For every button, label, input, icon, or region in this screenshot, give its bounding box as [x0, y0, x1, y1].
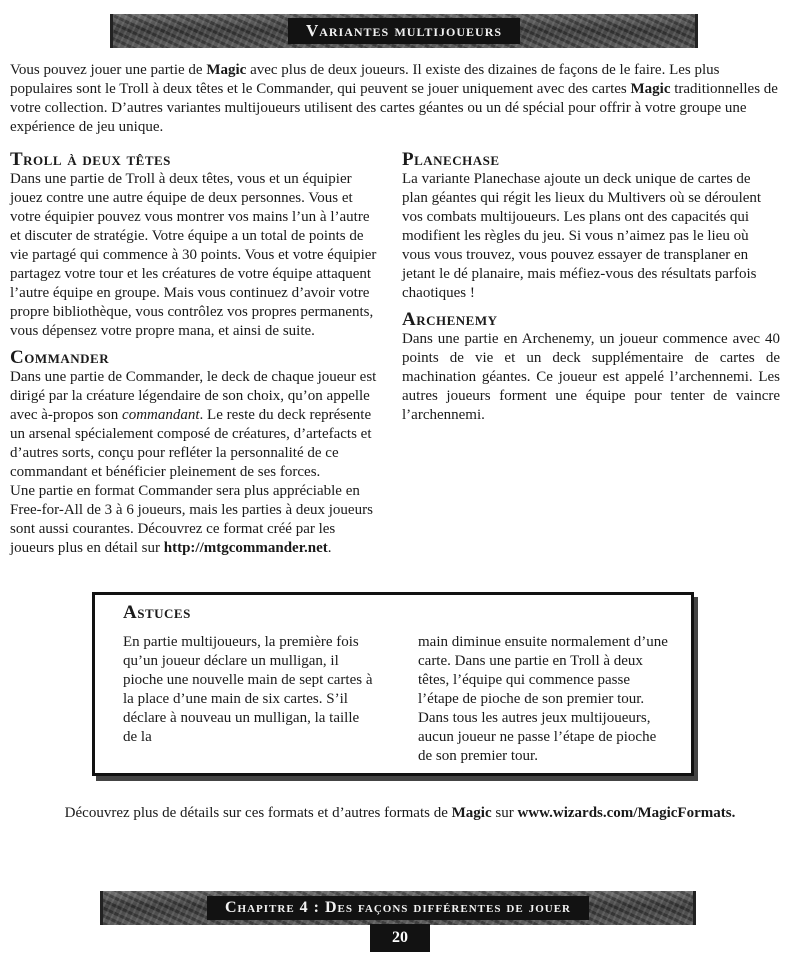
tips-heading: Astuces [123, 602, 191, 623]
commander-text-2b: . [327, 540, 332, 556]
section-banner [110, 14, 698, 48]
archenemy-body: Dans une partie en Archenemy, un joueur commence avec 40 points de vie et un deck supplémentaire de cartes de machination géantes. Ce joueur est appelé l’archennemi. Les autres joueurs forment une équipe pour tenter de vaincre l’archennemi. [402, 331, 780, 423]
chapter-title: Chapitre 4 : Des façons différentes de jouer [207, 896, 589, 920]
left-column [10, 150, 382, 565]
commander-body-2 [10, 482, 382, 558]
intro-magic-1: Magic [206, 62, 247, 78]
commander-text-2a: Une partie en format Commander sera plus appréciable en Free-for-All de 3 à 6 joueurs, mais les parties à deux joueurs sont aussi courantes. Découvrez ce format créé par les joueurs plus en détail sur [10, 483, 373, 556]
commander-emphasis: commandant [122, 407, 200, 423]
right-column [402, 150, 780, 432]
intro-paragraph [10, 61, 785, 137]
troll-heading: Troll à deux têtes [10, 149, 171, 170]
planechase-section [402, 150, 780, 303]
commander-link[interactable]: http://mtgcommander.net [163, 540, 328, 556]
page-title: Variantes multijoueurs [288, 18, 520, 44]
archenemy-section [402, 310, 780, 425]
intro-magic-2: Magic [630, 81, 671, 97]
commander-text-1a: Dans une partie de Commander, le deck de chaque joueur est dirigé par la créature légendaire de son choix, qu’on appelle avec à-propos son [10, 369, 377, 423]
more-info [0, 804, 800, 823]
planechase-body: La variante Planechase ajoute un deck unique de cartes de plan géantes qui régit les lieux du Multivers où se déroulent vos combats multijoueurs. Les plans ont des capacités qui modifient les règles du jeu. Si vous n’aimez pas le lieu où vous vous trouvez, vous pouvez essayer de transplaner en jetant le dé planaire, mais méfiez-vous des résultats parfois chaotiques ! [402, 171, 762, 301]
more-text-2: sur [491, 805, 518, 821]
commander-text-1b: . Le reste du deck représente un arsenal spécialement composé de créatures, d’artefacts et d’autres sorts, conçu pour refléter la personnalité de ce commandant et bénéficier pleinement de ses forces. [10, 407, 372, 480]
planechase-heading: Planechase [402, 149, 500, 170]
more-text-1: Découvrez plus de détails sur ces formats et d’autres formats de [64, 805, 452, 821]
archenemy-heading: Archenemy [402, 309, 498, 330]
tips-text-right: main diminue ensuite normalement d’une carte. Dans une partie en Troll à deux têtes, l’équipe qui commence passe l’étape de pioche de son premier tour. Dans tous les autres jeux multijoueurs, aucun joueur ne passe l’étape de pioche de son premier tour. [418, 634, 668, 764]
troll-body: Dans une partie de Troll à deux têtes, vous et un équipier jouez contre une autre équipe de deux personnes. Vous et votre équipier pouvez vous montrer vos mains l’un à l’autre et discuter de stratégie. Votre équipe a un total de points de vie partagé qui commence à 30 points. Vous et votre équipier partagez votre tour et les créatures de votre équipe attaquent l’autre équipe en groupe. Mais vous continuez d’avoir votre propre bibliothèque, vous contrôlez vos propres permanents, vous dépensez votre propre mana, et ainsi de suite. [10, 171, 377, 339]
intro-text-1: Vous pouvez jouer une partie de [10, 62, 207, 78]
tips-text-left: En partie multijoueurs, la première fois qu’un joueur déclare un mulligan, il pioche une nouvelle main de sept cartes à la place d’une main de six cartes. S’il déclare à nouveau un mulligan, la taille de la [123, 634, 373, 745]
commander-body-1 [10, 368, 382, 482]
troll-section [10, 150, 382, 341]
intro-text-3: traditionnelles de votre collection. D’autres variantes multijoueurs utilisent des cartes géantes ou un dé spécial pour offrir à votre groupe une expérience de jeu unique. [10, 81, 778, 135]
commander-heading: Commander [10, 347, 110, 368]
tips-box [92, 592, 694, 776]
footer-banner [100, 891, 696, 925]
page-number: 20 [370, 924, 430, 952]
more-magic: Magic [451, 805, 492, 821]
commander-section [10, 348, 382, 558]
intro-text-2: avec plus de deux joueurs. Il existe des dizaines de façons de le faire. Les plus populaires sont le Troll à deux têtes et le Commander, qui peuvent se jouer uniquement avec des cartes [10, 62, 720, 97]
more-link[interactable]: www.wizards.com/MagicFormats. [517, 805, 736, 821]
